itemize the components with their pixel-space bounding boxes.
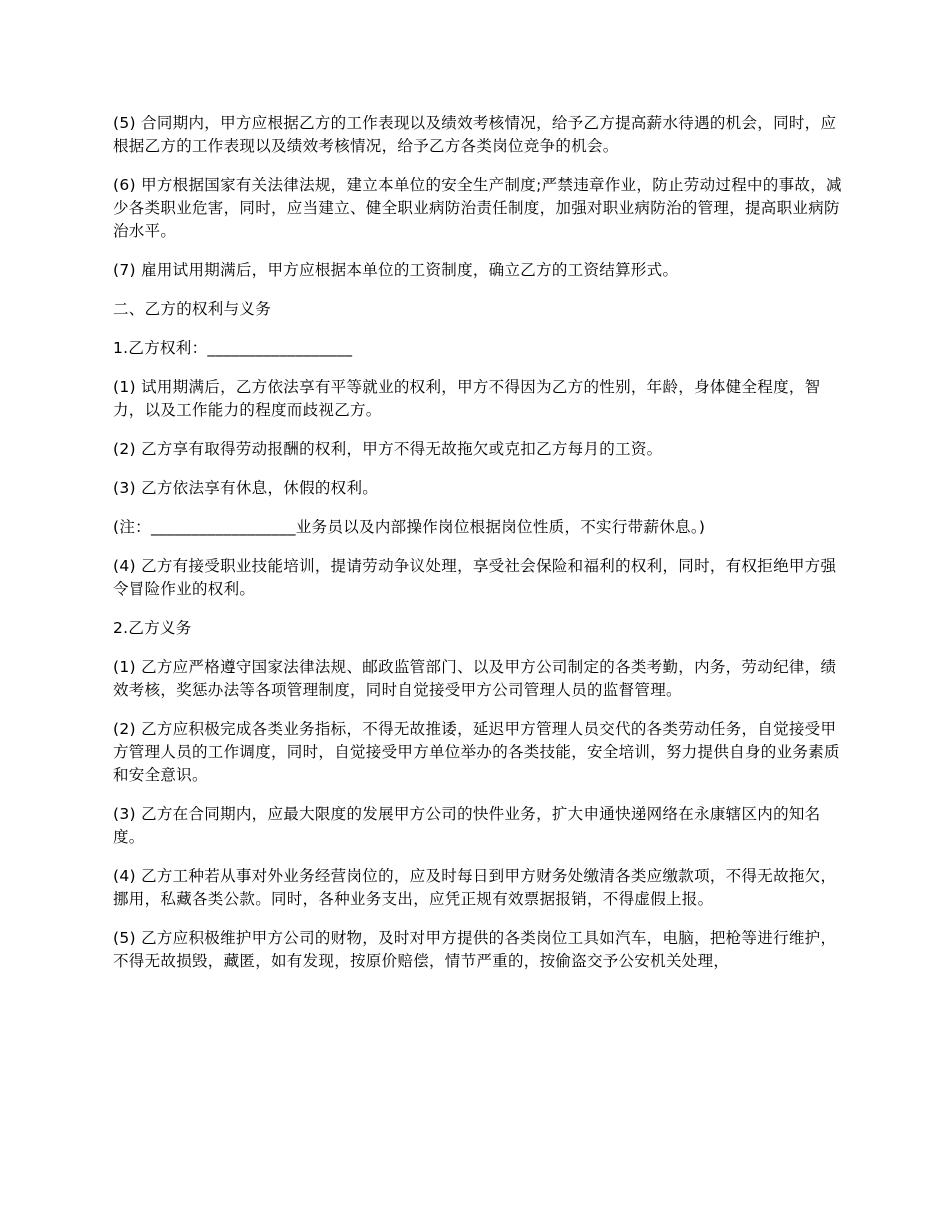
paragraph-r2-remuneration: (2) 乙方享有取得劳动报酬的权利，甲方不得无故拖欠或克扣乙方每月的工资。 [113, 440, 663, 458]
paragraph-d4-payments: (4) 乙方工种若从事对外业务经营岗位的，应及时每日到甲方财务处缴清各类应缴款项，不得无故拖欠，挪用，私藏各类公款。同时，各种业务支出，应凭正规有效票据报销，不得虚假上报。 [113, 867, 837, 908]
paragraph-d3-business-development: (3) 乙方在合同期内，应最大限度的发展甲方公司的快件业务，扩大申通快递网络在永康辖区内的知名度。 [113, 805, 821, 846]
document-body [113, 112, 843, 989]
paragraph-note: (注：__________________业务员以及内部操作岗位根据岗位性质，不实行带薪休息。) [113, 518, 706, 536]
paragraph-a6-safety-system: (6) 甲方根据国家有关法律法规，建立本单位的安全生产制度;严禁违章作业，防止劳动过程中的事故，减少各类职业危害，同时，应当建立、健全职业病防治责任制度，加强对职业病防治的管理，提高职业病防治水平。 [113, 176, 842, 240]
paragraph-r1-equal-employment: (1) 试用期满后，乙方依法享有平等就业的权利，甲方不得因为乙方的性别，年龄，身体健全程度，智力，以及工作能力的程度而歧视乙方。 [113, 378, 821, 419]
paragraph-r3-rest: (3) 乙方依法享有休息，休假的权利。 [113, 479, 379, 497]
paragraph-d5-property: (5) 乙方应积极维护甲方公司的财物，及时对甲方提供的各类岗位工具如汽车，电脑，把枪等进行维护，不得无故损毁，藏匿，如有发现，按原价赔偿，情节严重的，按偷盗交予公安机关处理， [113, 929, 837, 970]
paragraph-a5-raise-opportunity: (5) 合同期内，甲方应根据乙方的工作表现以及绩效考核情况，给予乙方提高薪水待遇的机会，同时，应根据乙方的工作表现以及绩效考核情况，给予乙方各类岗位竞争的机会。 [113, 114, 837, 155]
subheading-duties: 2.乙方义务 [113, 619, 192, 637]
paragraph-r4-training: (4) 乙方有接受职业技能培训，提请劳动争议处理，享受社会保险和福利的权利，同时，有权拒绝甲方强令冒险作业的权利。 [113, 557, 837, 598]
paragraph-a7-wage-settlement: (7) 雇用试用期满后，甲方应根据本单位的工资制度，确立乙方的工资结算形式。 [113, 261, 679, 279]
subheading-rights: 1.乙方权利：__________________ [113, 339, 353, 357]
section-heading-rights-duties: 二、乙方的权利与义务 [113, 300, 272, 318]
paragraph-d1-regulations: (1) 乙方应严格遵守国家法律法规、邮政监管部门、以及甲方公司制定的各类考勤，内务，劳动纪律，绩效考核，奖惩办法等各项管理制度，同时自觉接受甲方公司管理人员的监督管理。 [113, 658, 837, 699]
paragraph-d2-business-targets: (2) 乙方应积极完成各类业务指标，不得无故推诿，延迟甲方管理人员交代的各类劳动任务，自觉接受甲方管理人员的工作调度，同时，自觉接受甲方单位举办的各类技能，安全培训，努力提供自身的业务素质和安全意识。 [113, 720, 840, 784]
